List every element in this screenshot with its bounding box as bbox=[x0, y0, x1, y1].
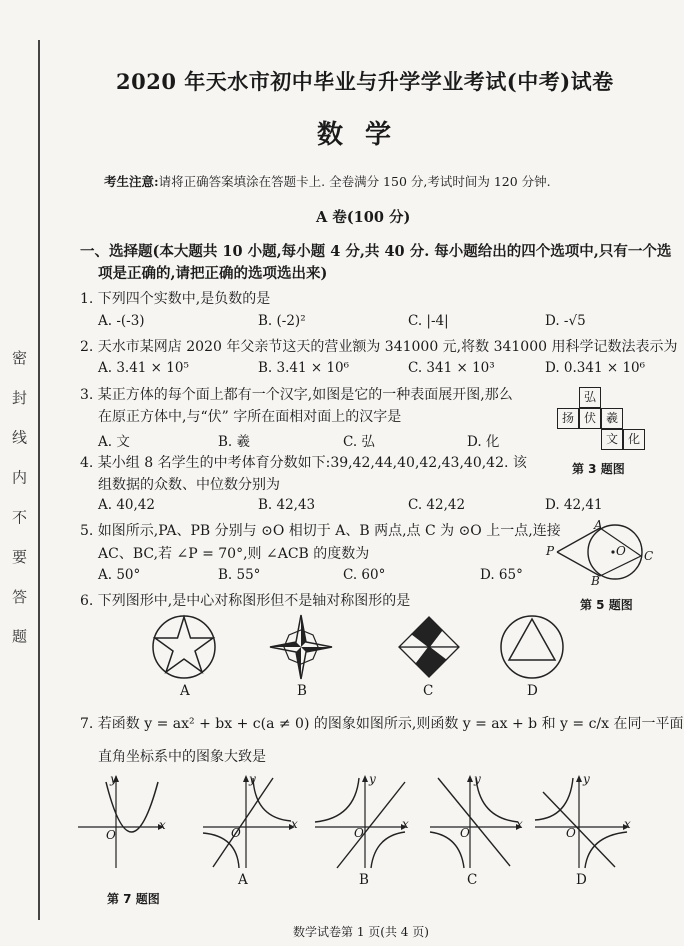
graph-option-b bbox=[315, 772, 405, 872]
q4-stem-line2: 组数据的众数、中位数分别为 bbox=[98, 477, 280, 493]
q1-stem: 1. 下列四个实数中,是负数的是 bbox=[80, 291, 271, 307]
q3-option-d: D. 化 bbox=[467, 434, 500, 450]
q4-option-b: B. 42,43 bbox=[258, 497, 316, 513]
q7-label-a: A bbox=[238, 872, 248, 888]
exam-title: 2020 年天水市初中毕业与升学学业考试(中考)试卷 bbox=[116, 69, 614, 94]
q4-option-a: A. 40,42 bbox=[98, 497, 155, 513]
q2-stem: 2. 天水市某网店 2020 年父亲节这天的营业额为 341000 元,将数 341000 用科学记数法表示为 bbox=[80, 339, 678, 355]
circle-o bbox=[588, 525, 642, 579]
graph-d-x-label: x bbox=[624, 817, 631, 831]
graph-option-a bbox=[203, 772, 293, 872]
tangent-pb bbox=[557, 552, 600, 576]
point-b-label: B bbox=[591, 574, 600, 588]
q6-label-c: C bbox=[423, 683, 434, 699]
parabola-y-label: y bbox=[110, 772, 117, 786]
q5-stem-line1: 5. 如图所示,PA、PB 分别与 ⊙O 相切于 A、B 两点,点 C 为 ⊙O 上一点,连接 bbox=[80, 523, 561, 539]
parabola-origin-label: O bbox=[106, 828, 116, 842]
graph-c-y-label: y bbox=[474, 772, 481, 786]
q6-label-b: B bbox=[297, 683, 307, 699]
q2-option-b: B. 3.41 × 10⁶ bbox=[258, 360, 350, 376]
graph-a-origin-label: O bbox=[231, 826, 241, 840]
graph-option-d bbox=[535, 772, 631, 872]
q3-stem-line2: 在原正方体中,与“伏” 字所在面相对面上的汉字是 bbox=[98, 409, 402, 425]
figure-star-in-circle bbox=[151, 614, 217, 680]
graph-c-x-label: x bbox=[516, 817, 523, 831]
graph-b-origin-label: O bbox=[354, 826, 364, 840]
q5-option-a: A. 50° bbox=[98, 567, 141, 583]
seal-line-notice: 密 封 线 内 不 要 答 题 bbox=[10, 350, 28, 654]
q1-option-b: B. (-2)² bbox=[258, 313, 306, 329]
q3-option-c: C. 弘 bbox=[343, 434, 375, 450]
graph-b-y-label: y bbox=[369, 772, 376, 786]
notice-label: 考生注意: bbox=[104, 174, 159, 189]
q3-option-b: B. 羲 bbox=[218, 434, 251, 450]
net-cell: 化 bbox=[623, 429, 645, 450]
section1-heading-line1: 一、选择题(本大题共 10 小题,每小题 4 分,共 40 分. 每小题给出的四个选项中,只有一个选 bbox=[80, 243, 672, 260]
net-cell: 扬 bbox=[557, 408, 579, 429]
figure-triangle-in-circle bbox=[499, 614, 565, 680]
q5-option-d: D. 65° bbox=[480, 567, 523, 583]
section1-heading-line2: 项是正确的,请把正确的选项选出来) bbox=[98, 265, 328, 282]
chord-bc bbox=[600, 556, 641, 576]
q7-figure-caption: 第 7 题图 bbox=[107, 892, 160, 906]
point-a-label: A bbox=[594, 518, 603, 532]
point-c-label: C bbox=[644, 549, 654, 563]
parabola-graph bbox=[78, 772, 168, 872]
q7-label-b: B bbox=[359, 872, 369, 888]
q2-option-c: C. 341 × 10³ bbox=[408, 360, 495, 376]
q5-option-b: B. 55° bbox=[218, 567, 261, 583]
q4-option-d: D. 42,41 bbox=[545, 497, 603, 513]
q3-option-a: A. 文 bbox=[98, 434, 130, 450]
q1-option-a: A. -(-3) bbox=[98, 313, 145, 329]
q4-option-c: C. 42,42 bbox=[408, 497, 466, 513]
graph-option-c bbox=[430, 772, 520, 872]
net-cell: 羲 bbox=[601, 408, 623, 429]
notice-text: 请将正确答案填涂在答题卡上. 全卷满分 150 分,考试时间为 120 分钟. bbox=[158, 174, 551, 189]
binding-line bbox=[38, 40, 40, 920]
net-cell: 伏 bbox=[579, 408, 601, 429]
q1-option-d: D. -√5 bbox=[545, 313, 586, 329]
q7-label-c: C bbox=[467, 872, 478, 888]
q7-stem-line1: 7. 若函数 y = ax² + bx + c(a ≠ 0) 的图象如图所示,则函数 y = ax + b 和 y = c/x 在同一平面 bbox=[80, 716, 684, 732]
q3-figure-caption: 第 3 题图 bbox=[572, 462, 625, 476]
graph-d-origin-label: O bbox=[566, 826, 576, 840]
graph-a-y-label: y bbox=[249, 772, 256, 786]
figure-pinwheel bbox=[396, 614, 462, 680]
q3-stem-line1: 3. 某正方体的每个面上都有一个汉字,如图是它的一种表面展开图,那么 bbox=[80, 387, 513, 403]
graph-a-x-label: x bbox=[291, 817, 298, 831]
point-o-label: O bbox=[616, 544, 626, 558]
point-p-label: P bbox=[546, 544, 555, 558]
page-footer: 数学试卷第 1 页(共 4 页) bbox=[293, 925, 429, 939]
q7-label-d: D bbox=[576, 872, 587, 888]
q2-option-d: D. 0.341 × 10⁶ bbox=[545, 360, 646, 376]
net-cell: 弘 bbox=[579, 387, 601, 408]
part-a-heading: A 卷(100 分) bbox=[316, 209, 411, 226]
tangent-circle-figure bbox=[545, 522, 655, 592]
subject-title: 数学 bbox=[317, 120, 414, 150]
q4-stem-line1: 4. 某小组 8 名学生的中考体育分数如下:39,42,44,40,42,43,40,42. 该 bbox=[80, 455, 527, 471]
parabola-x-label: x bbox=[159, 818, 166, 832]
q6-label-a: A bbox=[180, 683, 190, 699]
graph-c-origin-label: O bbox=[460, 826, 470, 840]
q2-option-a: A. 3.41 × 10⁵ bbox=[98, 360, 189, 376]
net-cell: 文 bbox=[601, 429, 623, 450]
q5-figure-caption: 第 5 题图 bbox=[580, 598, 633, 612]
figure-compass-star bbox=[268, 614, 334, 680]
graph-d-y-label: y bbox=[583, 772, 590, 786]
q5-stem-line2: AC、BC,若 ∠P = 70°,则 ∠ACB 的度数为 bbox=[98, 546, 370, 562]
exam-notice bbox=[104, 172, 551, 190]
q7-stem-line2: 直角坐标系中的图象大致是 bbox=[98, 749, 266, 765]
q6-stem: 6. 下列图形中,是中心对称图形但不是轴对称图形的是 bbox=[80, 593, 411, 609]
center-point bbox=[611, 550, 614, 553]
q5-option-c: C. 60° bbox=[343, 567, 386, 583]
q1-option-c: C. |-4| bbox=[408, 313, 449, 329]
graph-b-x-label: x bbox=[402, 817, 409, 831]
q6-label-d: D bbox=[527, 683, 538, 699]
